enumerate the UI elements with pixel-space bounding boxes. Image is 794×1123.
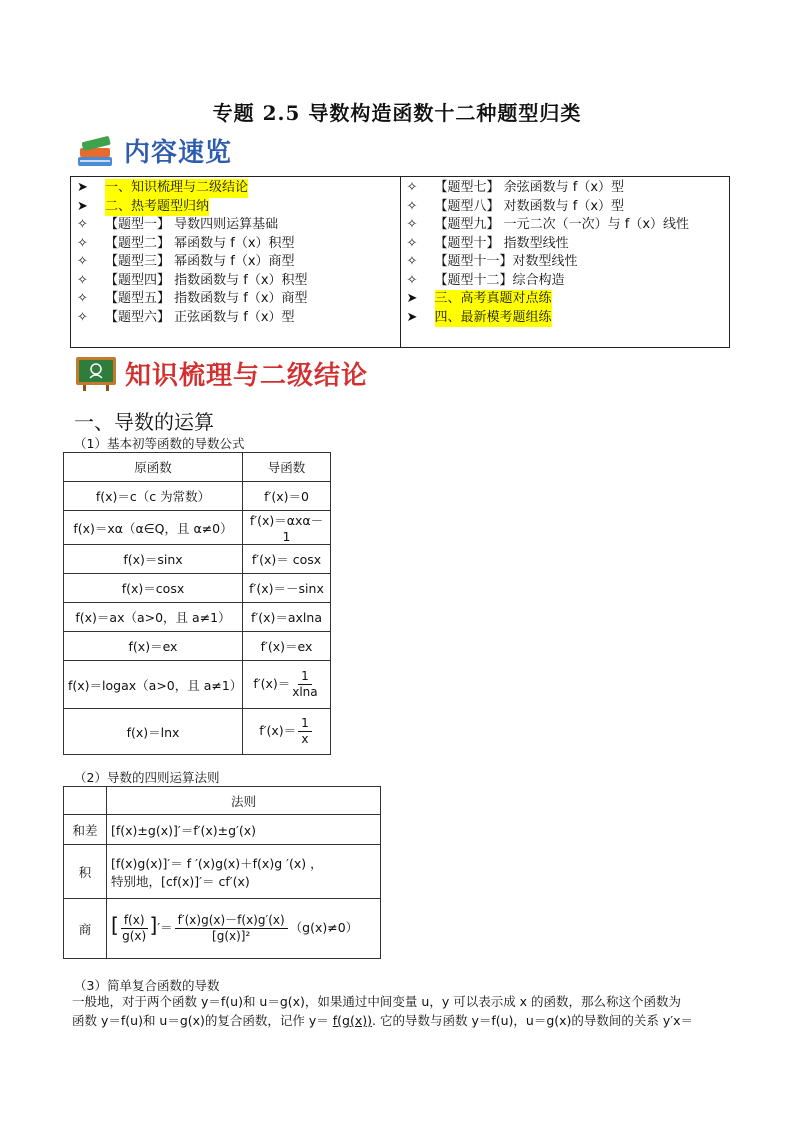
toc-item-label: 【题型十】 指数型线性 <box>434 235 569 251</box>
rule-line: 特别地，[cf(x)]′＝ cf′(x) <box>111 873 250 889</box>
star-bullet-icon: ✧ <box>406 235 418 251</box>
toc-item <box>77 216 394 235</box>
table-cell: f(x)＝logax（a>0，且 a≠1） <box>64 661 243 709</box>
toc-item <box>407 290 724 309</box>
numerator: f(x) <box>121 913 148 929</box>
table-cell: f(x)＝c（c 为常数） <box>64 482 243 511</box>
rule-label: 和差 <box>64 815 107 845</box>
table-header: 原函数 <box>64 453 243 482</box>
toc-item <box>77 290 394 309</box>
numerator: f′(x)g(x)－f(x)g′(x) <box>175 913 288 929</box>
table-cell: f′(x)＝αxα－1 <box>243 511 331 545</box>
toc-item-label: 【题型六】 正弦函数与 f（x）型 <box>105 309 295 325</box>
toc-item <box>77 235 394 254</box>
paragraph-line <box>72 1011 732 1030</box>
toc-item-label: 【题型十一】对数型线性 <box>434 254 578 269</box>
equals-sign: ′＝ <box>157 920 173 935</box>
star-bullet-icon: ✧ <box>77 254 88 269</box>
star-bullet-icon: ✧ <box>77 291 88 306</box>
denominator: g(x) <box>122 929 147 943</box>
toc-item <box>407 235 724 254</box>
toc-item <box>407 179 724 198</box>
table-header: 法则 <box>107 787 381 815</box>
rule-label: 积 <box>64 845 107 899</box>
star-bullet-icon: ✧ <box>406 180 418 195</box>
table-cell: f(x)＝sinx <box>64 545 243 574</box>
derivative-rules-table <box>63 786 381 959</box>
table-cell: f(x)＝cosx <box>64 574 243 603</box>
paragraph-line: 一般地，对于两个函数 y＝f(u)和 u＝g(x)，如果通过中间变量 u，y 可以表示成 x 的函数，那么称这个函数为 <box>72 994 682 1009</box>
fraction <box>121 913 148 944</box>
formula-prefix: f′(x)＝ <box>259 723 297 738</box>
arrow-bullet-icon: ➤ <box>77 198 88 214</box>
blackboard-icon <box>75 354 117 392</box>
toc-item <box>407 253 724 272</box>
star-bullet-icon: ✧ <box>77 309 88 325</box>
table-cell <box>243 661 331 709</box>
banner-knowledge <box>75 354 368 392</box>
toc-item <box>77 198 394 217</box>
numerator: 1 <box>298 669 312 685</box>
text-run: . 它的导数与函数 y＝f(u)，u＝g(x)的导数间的关系 y′x＝ <box>372 1013 694 1028</box>
page-title: 专题 2.5 导数构造函数十二种题型归类 <box>212 101 582 125</box>
toc-item-label: 【题型五】 指数函数与 f（x）商型 <box>105 291 308 306</box>
bracket: ] <box>149 913 158 937</box>
formula-prefix: f′(x)＝ <box>253 676 291 691</box>
toc-right-column <box>401 177 730 347</box>
toc-item <box>77 179 394 198</box>
subheading-rules: （2）导数的四则运算法则 <box>74 770 220 785</box>
derivative-formula-table <box>63 452 331 755</box>
toc-item-label: 一、知识梳理与二级结论 <box>105 179 248 198</box>
toc-item-label: 【题型七】 余弦函数与 f（x）型 <box>434 180 625 195</box>
star-bullet-icon: ✧ <box>406 272 418 288</box>
fraction <box>292 669 317 700</box>
toc-item <box>407 272 724 291</box>
toc-left-column <box>71 177 401 347</box>
star-bullet-icon: ✧ <box>77 272 88 288</box>
rule-line: [f(x)g(x)]′＝ f ′(x)g(x)＋f(x)g ′(x) ， <box>111 855 323 871</box>
arrow-bullet-icon: ➤ <box>406 291 418 306</box>
star-bullet-icon: ✧ <box>406 254 418 269</box>
denominator: xlna <box>292 685 318 699</box>
arrow-bullet-icon: ➤ <box>77 180 88 195</box>
denominator: x <box>301 732 309 746</box>
toc-item-label: 【题型九】 一元二次（一次）与 f（x）线性 <box>434 217 690 232</box>
rule-text <box>107 845 381 899</box>
toc-item <box>407 309 724 328</box>
arrow-bullet-icon: ➤ <box>406 309 418 325</box>
rule-text <box>107 899 381 959</box>
star-bullet-icon: ✧ <box>406 217 418 232</box>
fraction <box>175 913 288 944</box>
toc-item <box>77 253 394 272</box>
toc-item-label: 【题型三】 幂函数与 f（x）商型 <box>105 254 295 269</box>
star-bullet-icon: ✧ <box>406 198 418 214</box>
condition: （g(x)≠0） <box>289 920 359 935</box>
toc-item-label: 【题型一】 导数四则运算基础 <box>105 217 279 232</box>
table-header: 导函数 <box>243 453 331 482</box>
books-icon <box>76 133 116 169</box>
table-cell: f′(x)＝axlna <box>243 603 331 632</box>
star-bullet-icon: ✧ <box>77 235 88 251</box>
table-cell: f′(x)＝0 <box>243 482 331 511</box>
banner-title: 知识梳理与二级结论 <box>125 360 369 391</box>
toc-item-label: 【题型十二】综合构造 <box>434 272 565 288</box>
underlined-answer: f(g(x)) <box>332 1013 373 1028</box>
toc-item <box>77 272 394 291</box>
table-cell: f(x)＝ex <box>64 632 243 661</box>
banner-title: 内容速览 <box>124 138 233 168</box>
bracket: [ <box>111 913 119 937</box>
table-cell <box>243 709 331 755</box>
toc-box <box>70 176 730 348</box>
fraction <box>298 716 312 747</box>
section-heading: 一、导数的运算 <box>74 410 214 434</box>
table-header-blank <box>64 787 107 815</box>
toc-item <box>407 198 724 217</box>
table-cell: f(x)＝ax（a>0，且 a≠1） <box>64 603 243 632</box>
numerator: 1 <box>298 716 312 732</box>
star-bullet-icon: ✧ <box>77 217 88 232</box>
table-cell: f′(x)＝ex <box>243 632 331 661</box>
banner-content-overview <box>76 132 232 169</box>
toc-item <box>77 309 394 328</box>
table-cell: f′(x)＝ cosx <box>243 545 331 574</box>
denominator: [g(x)]² <box>212 929 251 943</box>
table-cell: f(x)＝lnx <box>64 709 243 755</box>
toc-item-label: 【题型八】 对数函数与 f（x）型 <box>434 198 625 214</box>
rule-label: 商 <box>64 899 107 959</box>
subheading-formulas: （1）基本初等函数的导数公式 <box>74 436 245 451</box>
toc-item <box>407 216 724 235</box>
toc-item-label: 三、高考真题对点练 <box>435 290 552 309</box>
toc-item-label: 二、热考题型归纳 <box>105 198 209 217</box>
subheading-composite: （3）简单复合函数的导数 <box>74 978 220 993</box>
rule-text: [f(x)±g(x)]′＝f′(x)±g′(x) <box>107 815 381 845</box>
toc-item-label: 【题型二】 幂函数与 f（x）积型 <box>105 235 295 251</box>
table-cell: f′(x)＝－sinx <box>243 574 331 603</box>
toc-item-label: 【题型四】 指数函数与 f（x）积型 <box>105 272 308 288</box>
text-run: 函数 y＝f(u)和 u＝g(x)的复合函数，记作 y＝ <box>72 1013 333 1028</box>
toc-item-label: 四、最新模考题组练 <box>435 309 552 328</box>
table-cell: f(x)＝xα（α∈Q，且 α≠0） <box>64 511 243 545</box>
